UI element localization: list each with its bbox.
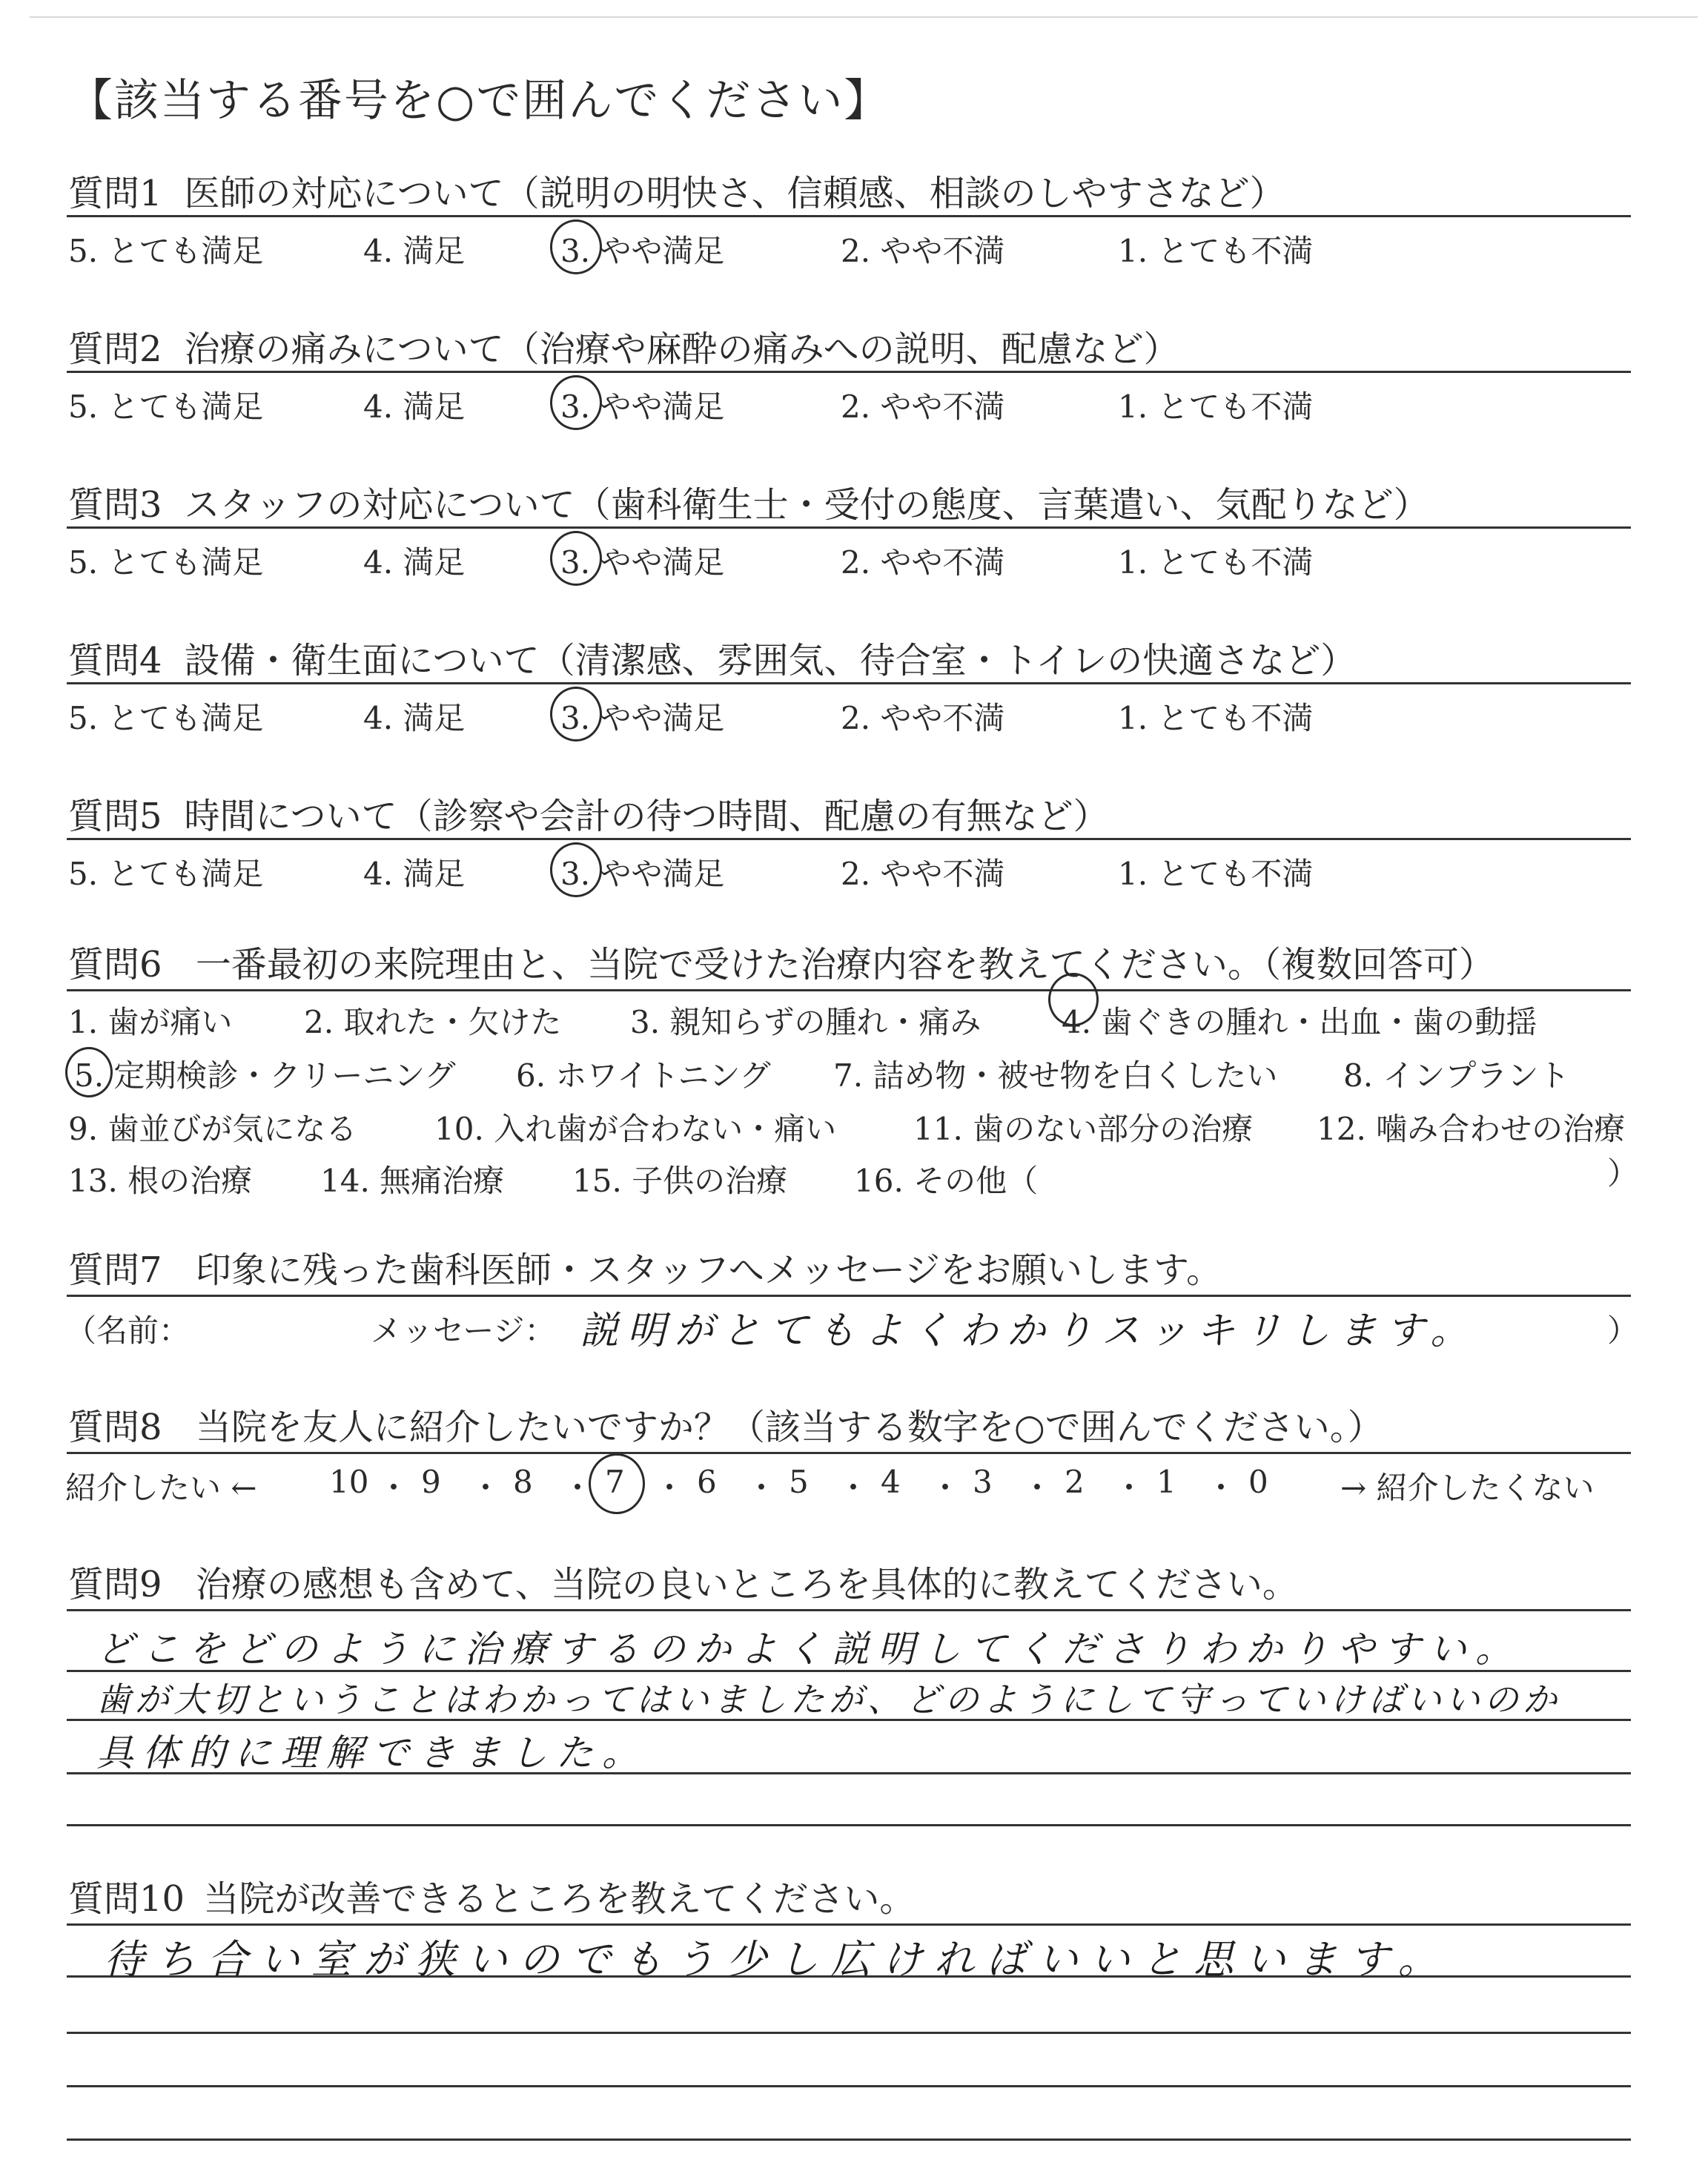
q8-scale-value: 7 (605, 1464, 625, 1500)
q4-text: 設備・衛生面について（清潔感、雰囲気、待合室・トイレの快適さなど） (184, 640, 1357, 681)
q5-option-3: 3. やや満足 (560, 856, 725, 892)
q1-option-1: 1. とても不満 (1118, 233, 1314, 269)
q7-name-label: （名前： (65, 1312, 191, 1349)
q7-rule (67, 1295, 1631, 1297)
q6-option: 6. ホワイトニング (516, 1057, 771, 1094)
q9-answer-rule (67, 1824, 1631, 1826)
q5-option-5: 5. とても満足 (68, 856, 264, 892)
q6-option: 13. 根の治療 (68, 1163, 253, 1199)
q6-option: 7. 詰め物・被せ物を白くしたい (833, 1057, 1278, 1094)
q8-rule (67, 1452, 1631, 1454)
q7-close-paren: ） (1607, 1312, 1639, 1349)
q6-option: 1. 歯が痛い (68, 1004, 233, 1040)
q2-option-4: 4. 満足 (363, 389, 466, 425)
q7-number: 質問7 (68, 1249, 162, 1291)
q1-option-5: 5. とても満足 (68, 233, 264, 269)
q7-message-label: メッセージ： (371, 1312, 556, 1349)
q5-option-1: 1. とても不満 (1118, 856, 1314, 892)
q8-scale-value: 6 (697, 1464, 717, 1500)
q7-text: 印象に残った歯科医師・スタッフへメッセージをお願いします。 (195, 1249, 1222, 1291)
q1-rule (67, 215, 1631, 217)
q8-scale-dot: ・ (470, 1470, 502, 1506)
q3-option-4: 4. 満足 (363, 544, 466, 581)
q10-answer-line: 待ち合い室が狭いのでもう少し広ければいいと思います。 (104, 1936, 1450, 1983)
q2-number: 質問2 (68, 328, 162, 370)
q2-option-2: 2. やや不満 (841, 389, 1005, 425)
q8-selection-circle (589, 1453, 645, 1514)
q9-text: 治療の感想も含めて、当院の良いところを具体的に教えてください。 (195, 1564, 1298, 1605)
q5-heading (68, 787, 1109, 839)
q6-option: 8. インプラント (1343, 1057, 1570, 1094)
q4-rule (67, 682, 1631, 684)
q10-answer-rule (67, 2138, 1631, 2141)
q8-scale-value: 0 (1248, 1464, 1268, 1500)
q9-answer-rule (67, 1609, 1631, 1611)
q8-number: 質問8 (68, 1407, 162, 1448)
q3-option-3: 3. やや満足 (560, 544, 725, 581)
q9-number: 質問9 (68, 1564, 162, 1605)
top-border (30, 16, 1698, 18)
q10-number: 質問10 (68, 1878, 185, 1920)
q1-option-3: 3. やや満足 (560, 233, 725, 269)
q8-right-label: → 紹介したくない (1340, 1470, 1595, 1506)
q8-scale-dot: ・ (746, 1470, 778, 1506)
q4-selection-circle (550, 687, 602, 742)
q8-scale-dot: ・ (1205, 1470, 1237, 1506)
q8-scale-dot: ・ (1022, 1470, 1053, 1506)
q4-option-4: 4. 満足 (363, 700, 466, 736)
q4-option-2: 2. やや不満 (841, 700, 1005, 736)
q6-option: 9. 歯並びが気になる (68, 1111, 357, 1147)
q9-heading (68, 1556, 1298, 1607)
q3-text: スタッフの対応について（歯科衛生士・受付の態度、言葉遣い、気配りなど） (184, 484, 1429, 526)
q10-text: 当院が改善できるところを教えてください。 (203, 1878, 916, 1920)
q5-option-2: 2. やや不満 (841, 856, 1005, 892)
q3-heading (68, 476, 1429, 527)
q10-answer-rule (67, 1923, 1631, 1926)
q4-option-1: 1. とても不満 (1118, 700, 1314, 736)
q8-scale-value: 2 (1065, 1464, 1085, 1500)
q8-text: 当院を友人に紹介したいですか？（該当する数字を○で囲んでください。） (195, 1407, 1383, 1448)
q8-left-label: 紹介したい ← (65, 1470, 257, 1506)
q6-option: 4. 歯ぐきの腫れ・出血・歯の動揺 (1062, 1004, 1537, 1040)
q8-scale-dot: ・ (654, 1470, 686, 1506)
q6-option: 2. 取れた・欠けた (304, 1004, 562, 1040)
q5-number: 質問5 (68, 796, 162, 837)
q6-option: 10. 入れ歯が合わない・痛い (434, 1111, 837, 1147)
q6-option: 15. 子供の治療 (572, 1163, 788, 1199)
form-header: 【該当する番号を○で囲んでください】 (68, 75, 890, 127)
q7-message: 説明がとてもよくわかりスッキリします。 (580, 1309, 1478, 1353)
q6-number: 質問6 (68, 944, 162, 985)
q8-scale-value: 3 (973, 1464, 993, 1500)
q1-text: 医師の対応について（説明の明快さ、信頼感、相談のしやすさなど） (184, 173, 1285, 214)
q5-rule (67, 838, 1631, 840)
q8-scale-dot: ・ (1113, 1470, 1145, 1506)
q6-rule (67, 989, 1631, 991)
q3-selection-circle (550, 531, 602, 586)
q1-number: 質問1 (68, 173, 162, 214)
q3-option-1: 1. とても不満 (1118, 544, 1314, 581)
q2-rule (67, 371, 1631, 373)
q6-option: 5. 定期検診・クリーニング (74, 1057, 456, 1094)
q8-scale-dot: ・ (838, 1470, 870, 1506)
q6-text: 一番最初の来院理由と、当院で受けた治療内容を教えてください。（複数回答可） (195, 944, 1494, 985)
q2-option-5: 5. とても満足 (68, 389, 264, 425)
q3-number: 質問3 (68, 484, 162, 526)
q1-selection-circle (550, 219, 602, 274)
q4-option-5: 5. とても満足 (68, 700, 264, 736)
q6-close-paren: ） (1607, 1155, 1639, 1192)
q10-heading (68, 1870, 915, 1921)
q5-selection-circle (550, 842, 602, 897)
q9-answer-line: 歯が大切ということはわかってはいましたが、どのようにして守っていけばいいのか (96, 1680, 1561, 1720)
q6-selection-circle-4 (1048, 973, 1099, 1026)
q8-scale-value: 5 (789, 1464, 809, 1500)
q8-scale-value: 1 (1156, 1464, 1176, 1500)
q9-answer-line: どこをどのように治療するのかよく説明してくださりわかりやすい。 (96, 1628, 1521, 1671)
q8-scale-value: 4 (881, 1464, 901, 1500)
q3-option-5: 5. とても満足 (68, 544, 264, 581)
q6-option: 16. その他（ (854, 1163, 1039, 1199)
q8-heading (68, 1398, 1383, 1450)
q6-option: 14. 無痛治療 (320, 1163, 505, 1199)
q6-heading (68, 936, 1494, 987)
q7-heading (68, 1241, 1222, 1292)
q10-answer-rule (67, 2032, 1631, 2034)
q2-option-1: 1. とても不満 (1118, 389, 1314, 425)
q4-number: 質問4 (68, 640, 162, 681)
q1-heading (68, 165, 1285, 216)
q8-scale-dot: ・ (930, 1470, 961, 1506)
q8-scale-value: 9 (421, 1464, 441, 1500)
q8-scale-dot: ・ (378, 1470, 410, 1506)
q8-scale-dot: ・ (562, 1470, 594, 1506)
q3-option-2: 2. やや不満 (841, 544, 1005, 581)
q8-scale-value: 10 (329, 1464, 369, 1500)
q5-text: 時間について（診察や会計の待つ時間、配慮の有無など） (184, 796, 1109, 837)
q2-text: 治療の痛みについて（治療や麻酔の痛みへの説明、配慮など） (184, 328, 1179, 370)
q1-option-2: 2. やや不満 (841, 233, 1005, 269)
q6-selection-circle-5 (65, 1047, 113, 1097)
q4-option-3: 3. やや満足 (560, 700, 725, 736)
q5-option-4: 4. 満足 (363, 856, 466, 892)
q10-answer-rule (67, 2085, 1631, 2087)
q2-option-3: 3. やや満足 (560, 389, 725, 425)
q8-scale-value: 8 (513, 1464, 533, 1500)
q2-selection-circle (550, 375, 602, 430)
q6-option: 3. 親知らずの腫れ・痛み (630, 1004, 982, 1040)
q1-option-4: 4. 満足 (363, 233, 466, 269)
q3-rule (67, 526, 1631, 529)
q4-heading (68, 632, 1356, 683)
q6-option: 12. 噛み合わせの治療 (1317, 1111, 1626, 1147)
q9-answer-line: 具体的に理解できました。 (96, 1731, 648, 1774)
q2-heading (68, 320, 1179, 371)
q6-option: 11. 歯のない部分の治療 (913, 1111, 1254, 1147)
